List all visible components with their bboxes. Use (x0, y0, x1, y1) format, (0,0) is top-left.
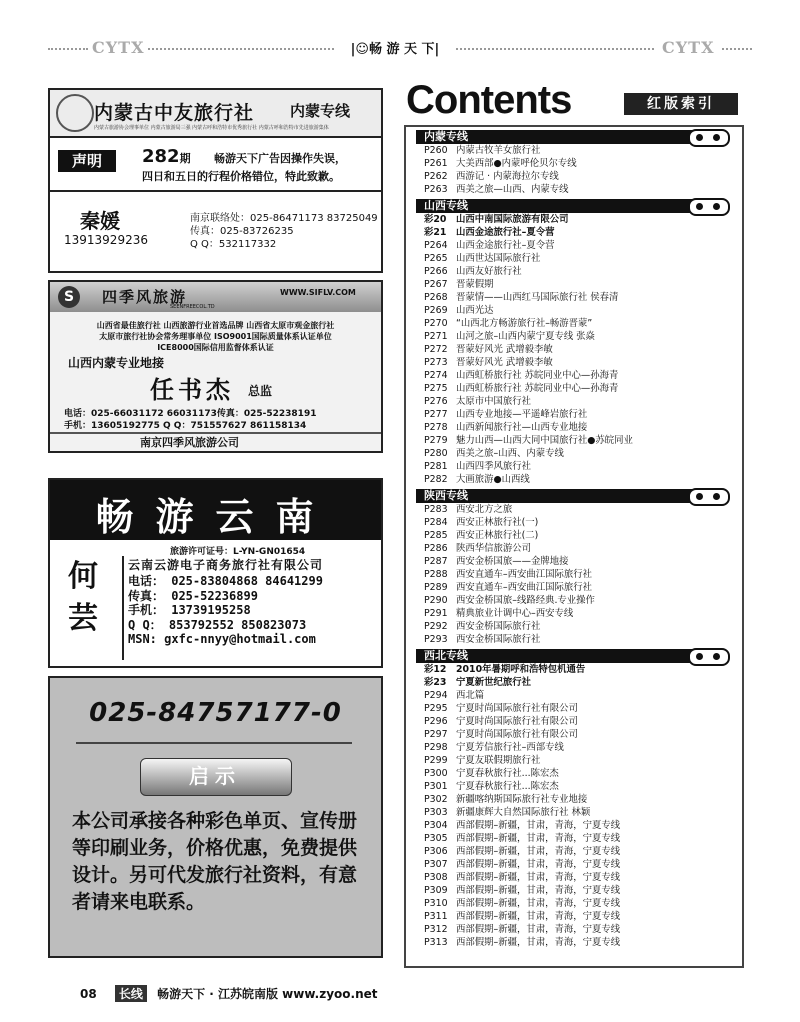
index-entry (424, 897, 742, 910)
index-entry (424, 780, 742, 793)
entry-page: P275 (424, 383, 448, 394)
section-dots-icon (688, 129, 730, 147)
entry-title: 太原市中国旅行社 (456, 396, 532, 407)
entry-page: 彩21 (424, 227, 447, 238)
entry-title: 西部假期–新疆，甘肃，青海，宁夏专线 (456, 898, 621, 909)
entry-page: P277 (424, 409, 448, 420)
ad2-person: 任书杰 (150, 375, 234, 404)
entry-page: P267 (424, 279, 448, 290)
index-entry (424, 819, 742, 832)
entry-title: 宁夏新世纪旅行社 (456, 677, 532, 688)
contact-name: 秦媛 (80, 209, 120, 233)
entry-title: 西部假期–新疆，甘肃，青海，宁夏专线 (456, 872, 621, 883)
entry-title: 西部假期–新疆，甘肃，青海，宁夏专线 (456, 833, 621, 844)
index-entry (424, 871, 742, 884)
ad2-specialty: 山西内蒙专业地接 (68, 356, 165, 370)
entry-page: P296 (424, 716, 448, 727)
index-entry (424, 728, 742, 741)
entry-title: 大美西部●内蒙呼伦贝尔专线 (456, 158, 577, 169)
entry-page: 彩20 (424, 214, 447, 225)
page-footer (80, 985, 378, 1002)
entry-page: P290 (424, 595, 448, 606)
entry-page: P288 (424, 569, 448, 580)
index-entry (424, 633, 742, 646)
entry-page: 彩23 (424, 677, 447, 688)
entry-title: 山西专业地接—平遥峰岩旅行社 (456, 409, 588, 420)
ad2-website: WWW.SIFLV.COM (280, 288, 356, 297)
entry-page: P268 (424, 292, 448, 303)
entry-page: P279 (424, 435, 448, 446)
index-entry (424, 157, 742, 170)
entry-title: 内蒙古牧羊女旅行社 (456, 145, 541, 156)
ad3-qq: Q Q： 853792552 850823073 (128, 617, 307, 632)
entry-title: 西安金桥国旅–线路经典.专业操作 (456, 595, 595, 606)
index-entry (424, 832, 742, 845)
index-entry (424, 581, 742, 594)
entry-title: 西安金桥国际旅行社 (456, 634, 541, 645)
desc-line-1: 山西省最佳旅行社 山西旅游行业首选品牌 山西省太原市观金旅行社 (96, 321, 335, 330)
index-entry (424, 239, 742, 252)
index-entry (424, 252, 742, 265)
index-entry (424, 568, 742, 581)
header-dots-mid-left (148, 48, 334, 50)
entry-page: P313 (424, 937, 448, 948)
index-entry (424, 421, 742, 434)
ad-neimenggu-zhongyou (48, 88, 383, 273)
section-header (416, 489, 742, 503)
ad2-banner (50, 282, 381, 312)
ad1-agency-name: 内蒙古中友旅行社 (94, 102, 255, 124)
entry-title: 西部假期–新疆，甘肃，青海，宁夏专线 (456, 846, 621, 857)
entry-title: 山西金途旅行社–夏令营 (456, 227, 555, 238)
ad-changyou-yunnan (48, 478, 383, 668)
entry-page: P285 (424, 530, 448, 541)
entry-page: P308 (424, 872, 448, 883)
section-label: 山西专线 (424, 199, 468, 212)
page-number: 08 (80, 987, 97, 1001)
section-header (416, 130, 742, 144)
entry-page: P312 (424, 924, 448, 935)
index-entry (424, 529, 742, 542)
entry-title: 西游记 · 内蒙海拉尔专线 (456, 171, 559, 182)
section-dots-icon (688, 198, 730, 216)
index-entry (424, 793, 742, 806)
entry-title: 山河之旅–山西内蒙宁夏专线 张焱 (456, 331, 595, 342)
ad2-mobile: 手机：13605192775 Q Q：751557627 861158134 (64, 421, 307, 431)
index-entry (424, 806, 742, 819)
section-header (416, 199, 742, 213)
entry-title: 晋蒙情——山西红马国际旅行社 侯春清 (456, 292, 619, 303)
entry-page: P287 (424, 556, 448, 567)
entry-page: P278 (424, 422, 448, 433)
entry-page: P300 (424, 768, 448, 779)
entry-page: P292 (424, 621, 448, 632)
entry-page: 彩12 (424, 664, 447, 675)
index-entry (424, 356, 742, 369)
index-entry (424, 607, 742, 620)
index-entry (424, 542, 742, 555)
index-entry (424, 170, 742, 183)
header-brand-left: CYTX (92, 38, 145, 57)
ad-printing-notice (48, 676, 383, 958)
ad-siji-feng (48, 280, 383, 453)
index-entry (424, 741, 742, 754)
index-entry (424, 754, 742, 767)
ad3-company: 云南云游电子商务旅行社有限公司 (128, 558, 324, 572)
entry-title: 西北篇 (456, 690, 485, 701)
desc-line-3: ICE8000国际信用监督体系认证 (157, 343, 274, 352)
ad3-msn: MSN: gxfc-nnyy@hotmail.com (128, 632, 316, 646)
entry-title: 西美之旅–山西、内蒙专线 (456, 448, 564, 459)
entry-title: 西部假期–新疆，甘肃，青海，宁夏专线 (456, 924, 621, 935)
ad3-tel: 电话： 025-83804868 84641299 (128, 574, 323, 588)
index-entry (424, 555, 742, 568)
entry-title: 西安正林旅行社(二) (456, 530, 539, 541)
fax: 传真：025-83726235 (190, 226, 294, 237)
entry-title: 山西友好旅行社 (456, 266, 522, 277)
entry-page: P304 (424, 820, 448, 831)
entry-title: 山西金途旅行社–夏令营 (456, 240, 555, 251)
contact-mobile: 13913929236 (64, 233, 148, 247)
index-entry (424, 516, 742, 529)
section-dots-icon (688, 488, 730, 506)
index-entry (424, 408, 742, 421)
section-label: 内蒙专线 (424, 130, 468, 143)
entry-page: P301 (424, 781, 448, 792)
notice-line-2: 四日和五日的行程价格错位，特此致歉。 (142, 170, 340, 183)
entry-title: 宁夏时尚国际旅行社有限公司 (456, 729, 578, 740)
header-title: |☺畅 游 天 下| (350, 42, 440, 57)
index-entry (424, 330, 742, 343)
footer-text: 畅游天下 · 江苏皖南版 www.zyoo.net (157, 987, 378, 1001)
qq: Q Q：532117332 (190, 239, 277, 250)
entry-title: 山西中南国际旅游有限公司 (456, 214, 569, 225)
entry-page: P311 (424, 911, 448, 922)
section-header (416, 649, 742, 663)
ad3-license: 旅游许可证号：L-YN-GN01654 (170, 547, 306, 557)
entry-page: P281 (424, 461, 448, 472)
ad2-description (50, 320, 381, 353)
entry-title: 西美之旅—山西、内蒙专线 (456, 184, 569, 195)
entry-title: 西部假期–新疆，甘肃，青海，宁夏专线 (456, 911, 621, 922)
entry-title: 山西新闻旅行社—山西专业地接 (456, 422, 588, 433)
header-dots-mid-right (456, 48, 654, 50)
entry-title: 西安北方之旅 (456, 504, 513, 515)
ad3-divider (122, 556, 124, 660)
s-logo-icon: S (58, 286, 80, 308)
header-brand-right: CYTX (662, 38, 715, 57)
ad2-role: 总监 (248, 384, 273, 398)
ad2-tel: 电话：025-66031172 66031173传真：025-52238191 (64, 409, 317, 419)
ad3-contacts (128, 574, 323, 647)
entry-title: 宁夏友联假期旅行社 (456, 755, 541, 766)
footer-tag: 长线 (115, 985, 147, 1002)
entry-title: 山西虹桥旅行社 苏皖同业中心—孙海青 (456, 370, 619, 381)
entry-page: P307 (424, 859, 448, 870)
index-entry (424, 278, 742, 291)
entry-title: 西部假期–新疆，甘肃，青海，宁夏专线 (456, 859, 621, 870)
index-entry (424, 845, 742, 858)
entry-title: 宁夏春秋旅行社...陈宏杰 (456, 768, 559, 779)
entry-page: P298 (424, 742, 448, 753)
entry-title: 宁夏时尚国际旅行社有限公司 (456, 716, 578, 727)
header-dots-left (48, 48, 88, 50)
ad2-company: 南京四季风旅游公司 (140, 436, 239, 449)
ad2-brand: 四季风旅游 (102, 288, 188, 306)
entry-page: P302 (424, 794, 448, 805)
entry-title: 西安正林旅行社(一) (456, 517, 539, 528)
ad3-fax: 传真： 025-52236899 (128, 588, 258, 603)
section-label: 西北专线 (424, 649, 468, 662)
issue-number: 282期 (142, 146, 191, 167)
entry-title: 宁夏时尚国际旅行社有限公司 (456, 703, 578, 714)
index-entry (424, 620, 742, 633)
entry-title: 精典旅业计调中心–西安专线 (456, 608, 574, 619)
entry-title: 新疆喀纳斯国际旅行社专业地接 (456, 794, 588, 805)
ad2-contact (64, 408, 316, 432)
index-entry (424, 936, 742, 949)
index-entry (424, 767, 742, 780)
entry-page: P299 (424, 755, 448, 766)
index-entry (424, 460, 742, 473)
eagle-logo-icon (56, 94, 94, 132)
entry-page: P260 (424, 145, 448, 156)
ad1-divider (50, 190, 381, 192)
index-entry (424, 291, 742, 304)
entry-title: 魅力山西—山西大同中国旅行社●苏皖同业 (456, 435, 633, 446)
index-entry (424, 265, 742, 278)
entry-page: P274 (424, 370, 448, 381)
index-entry (424, 317, 742, 330)
index-entry (424, 304, 742, 317)
ad2-english: SEENFREECOL.TD (170, 304, 215, 310)
entry-title: 宁夏芳信旅行社–西部专线 (456, 742, 564, 753)
index-entry (424, 343, 742, 356)
entry-page: P282 (424, 474, 448, 485)
entry-title: 晋蒙好风光 武增毅李敏 (456, 357, 553, 368)
index-entry (424, 395, 742, 408)
entry-page: P293 (424, 634, 448, 645)
entry-page: P276 (424, 396, 448, 407)
ad4-ribbon-label: 启示 (189, 764, 241, 788)
ad1-credentials: 内蒙古旅游协会理事单位 内蒙古旅游局三强 内蒙古呼和浩特市优秀旅行社 内蒙古呼和浩特市先进旅游集体 (94, 125, 329, 131)
entry-title: 陕西华信旅游公司 (456, 543, 532, 554)
entry-page: P262 (424, 171, 448, 182)
entry-page: P265 (424, 253, 448, 264)
index-list (404, 125, 744, 968)
entry-page: P309 (424, 885, 448, 896)
entry-title: 西安直通车–西安曲江国际旅行社 (456, 582, 592, 593)
entry-title: 山西虹桥旅行社 苏皖同业中心—孙海青 (456, 383, 619, 394)
contents-subtitle: 红版索引 (624, 93, 738, 115)
section-dots-icon (688, 648, 730, 666)
entry-page: P305 (424, 833, 448, 844)
entry-page: P310 (424, 898, 448, 909)
entry-title: 西部假期–新疆，甘肃，青海，宁夏专线 (456, 937, 621, 948)
entry-page: P289 (424, 582, 448, 593)
ad1-banner (50, 90, 381, 138)
entry-title: 山西光达 (456, 305, 494, 316)
office-phone: 南京联络处：025-86471173 83725049 (190, 213, 378, 224)
entry-title: 西安金桥国际旅行社 (456, 621, 541, 632)
entry-page: P263 (424, 184, 448, 195)
entry-page: P297 (424, 729, 448, 740)
index-entry (424, 676, 742, 689)
index-entry (424, 473, 742, 486)
entry-title: 西安金桥国旅——金牌地接 (456, 556, 569, 567)
notice-line-1: 畅游天下广告因操作失误， (214, 152, 346, 165)
index-entry (424, 183, 742, 196)
entry-page: P264 (424, 240, 448, 251)
entry-page: P280 (424, 448, 448, 459)
entry-page: P261 (424, 158, 448, 169)
entry-title: 新疆康辉大自然国际旅行社 林颖 (456, 807, 591, 818)
index-entry (424, 884, 742, 897)
index-entry (424, 447, 742, 460)
entry-page: P273 (424, 357, 448, 368)
entry-title: 晋蒙假期 (456, 279, 494, 290)
index-entry (424, 689, 742, 702)
ad3-title: 畅游云南 (95, 494, 336, 539)
contents-title: Contents (406, 78, 572, 122)
ad1-notice (50, 146, 381, 184)
entry-page: P269 (424, 305, 448, 316)
contact-info (190, 212, 378, 251)
entry-page: P272 (424, 344, 448, 355)
ad4-phone: 025-84757177-0 (89, 698, 342, 728)
entry-page: P284 (424, 517, 448, 528)
header-dots-right (722, 48, 752, 50)
entry-title: 2010年暑期呼和浩特包机通告 (456, 664, 586, 675)
entry-page: P283 (424, 504, 448, 515)
ad3-contact-name: 何芸 (68, 559, 98, 636)
entry-title: “山西北方畅游旅行社–畅游晋蒙” (456, 318, 593, 329)
index-entry (424, 434, 742, 447)
ad3-banner (50, 480, 381, 540)
desc-line-2: 太原市旅行社协会常务理事单位 ISO9001国际质量体系认证单位 (99, 332, 332, 341)
entry-page: P306 (424, 846, 448, 857)
entry-title: 西部假期–新疆，甘肃，青海，宁夏专线 (456, 820, 621, 831)
index-entry (424, 858, 742, 871)
ad1-special-label: 内蒙专线 (290, 102, 351, 120)
index-entry (424, 369, 742, 382)
index-entry (424, 702, 742, 715)
index-entry (424, 382, 742, 395)
entry-page: P271 (424, 331, 448, 342)
section-label: 陕西专线 (424, 489, 468, 502)
entry-page: P303 (424, 807, 448, 818)
ad3-mobile: 手机： 13739195258 (128, 603, 251, 617)
entry-title: 西安直通车–西安曲江国际旅行社 (456, 569, 592, 580)
notice-badge: 声明 (58, 150, 116, 172)
index-entry (424, 715, 742, 728)
index-entry (424, 923, 742, 936)
ad4-rule (76, 742, 352, 744)
ad4-message: 本公司承接各种彩色单页、宣传册等印刷业务，价格优惠，免费提供设计。另可代发旅行社资料，有意者请来电联系。 (72, 810, 358, 913)
index-entry (424, 594, 742, 607)
entry-title: 宁夏春秋旅行社...陈宏杰 (456, 781, 559, 792)
entry-page: P270 (424, 318, 448, 329)
entry-title: 晋蒙好风光 武增毅李敏 (456, 344, 553, 355)
entry-title: 大画旅游●山西线 (456, 474, 530, 485)
index-entry (424, 226, 742, 239)
entry-page: P286 (424, 543, 448, 554)
entry-page: P266 (424, 266, 448, 277)
entry-page: P295 (424, 703, 448, 714)
entry-page: P294 (424, 690, 448, 701)
entry-title: 山西世达国际旅行社 (456, 253, 541, 264)
entry-title: 山西四季风旅行社 (456, 461, 532, 472)
entry-page: P291 (424, 608, 448, 619)
entry-title: 西部假期–新疆，甘肃，青海，宁夏专线 (456, 885, 621, 896)
index-entry (424, 910, 742, 923)
